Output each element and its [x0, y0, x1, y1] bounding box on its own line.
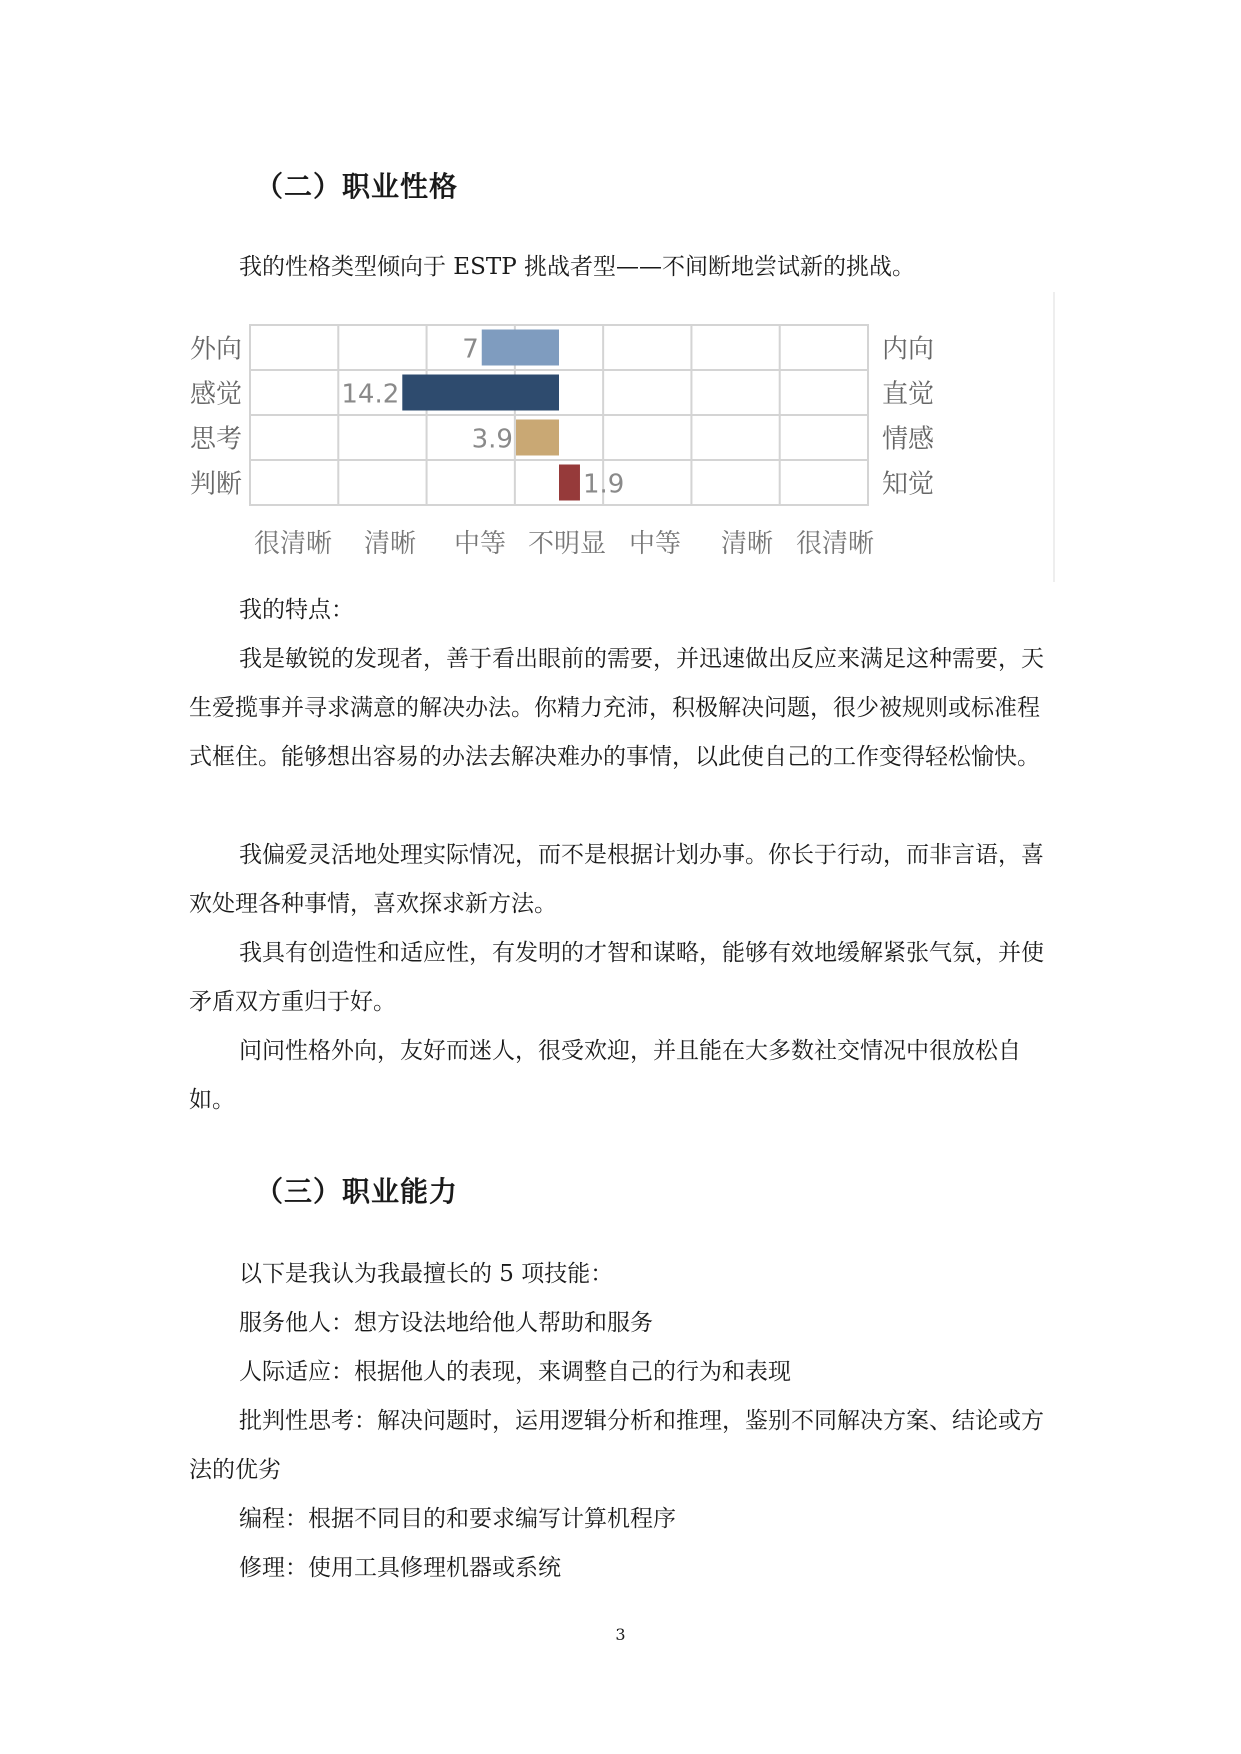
skills-intro: 以下是我认为我最擅长的 5 项技能：	[239, 1261, 614, 1287]
chart-tick-label: 清晰	[720, 529, 774, 559]
page-number: 3	[615, 1625, 626, 1644]
chart-data-label: 14.2	[341, 379, 400, 410]
chart-row-label-left: 外向	[190, 334, 243, 365]
chart-row-label-left: 判断	[190, 469, 243, 500]
traits-paragraph-1: 我是敏锐的发现者，善于看出眼前的需要，并迅速做出反应来满足这种需要，天生爱揽事并寻求满意的解决办法。你精力充沛，积极解决问题，很少被规则或标准程式框住。能够想出容易的办法去解决难办的事情，以此使自己的工作变得轻松愉快。	[189, 646, 1044, 770]
traits-paragraph-4: 问问性格外向，友好而迷人，很受欢迎，并且能在大多数社交情况中很放松自如。	[189, 1038, 1021, 1113]
skill-item: 批判性思考：解决问题时，运用逻辑分析和推理，鉴别不同解决方案、结论或方法的优劣	[189, 1408, 1044, 1483]
personality-type-intro: 我的性格类型倾向于 ESTP 挑战者型——不间断地尝试新的挑战。	[239, 254, 915, 280]
chart-data-label: 1.9	[582, 469, 625, 500]
chart-bar	[402, 375, 559, 411]
traits-paragraph-3: 我具有创造性和适应性，有发明的才智和谋略，能够有效地缓解紧张气氛，并使矛盾双方重归于好。	[189, 940, 1044, 1015]
chart-row-label-right: 情感	[882, 424, 935, 455]
chart-tick-label: 中等	[453, 529, 507, 559]
chart-tick-label: 很清晰	[253, 529, 333, 559]
traits-paragraph-2: 我偏爱灵活地处理实际情况，而不是根据计划办事。你长于行动，而非言语，喜欢处理各种事情，喜欢探求新方法。	[189, 842, 1044, 917]
chart-bar	[482, 330, 559, 366]
skill-item: 人际适应：根据他人的表现，来调整自己的行为和表现	[239, 1359, 791, 1385]
chart-row-label-left: 感觉	[190, 379, 243, 410]
chart-row-label-left: 思考	[190, 424, 243, 455]
traits-title: 我的特点：	[239, 597, 354, 623]
chart-tick-label: 很清晰	[795, 529, 875, 559]
chart-data-label: 3.9	[471, 424, 513, 455]
chart-row-label-right: 知觉	[882, 469, 935, 500]
personality-chart	[190, 320, 1060, 590]
chart-row-label-right: 内向	[882, 334, 935, 365]
personality-chart-svg	[190, 320, 1060, 590]
chart-bar	[516, 420, 559, 456]
skill-item: 修理：使用工具修理机器或系统	[239, 1555, 561, 1581]
skill-item: 服务他人：想方设法地给他人帮助和服务	[239, 1310, 653, 1336]
section-heading-career-personality: （二）职业性格	[255, 170, 459, 203]
chart-row-label-right: 直觉	[882, 379, 935, 410]
section-heading-career-ability: （三）职业能力	[255, 1175, 459, 1208]
skill-item: 编程：根据不同目的和要求编写计算机程序	[239, 1506, 676, 1532]
chart-tick-label: 清晰	[363, 529, 417, 559]
chart-tick-label: 不明显	[527, 529, 607, 559]
chart-data-label: 7	[462, 334, 479, 365]
chart-tick-label: 中等	[628, 529, 682, 559]
chart-bar	[559, 465, 580, 501]
